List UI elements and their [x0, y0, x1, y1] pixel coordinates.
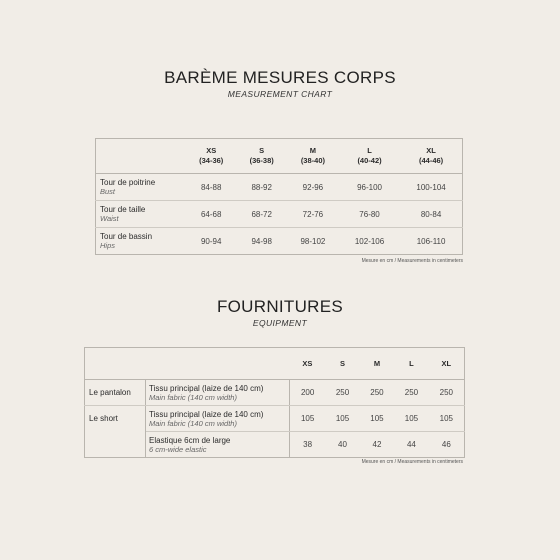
table-row-hips: [96, 228, 463, 255]
row-label: [96, 228, 187, 255]
label-fr: Tour de taille: [100, 205, 146, 214]
label-en: 6 cm-wide elastic: [149, 444, 207, 454]
cell-value: 96-100: [339, 174, 400, 201]
label-fr: Tour de poitrine: [100, 178, 156, 187]
garment-label: Le short: [85, 406, 146, 432]
size-name: S: [259, 146, 265, 155]
table-row-bust: [96, 174, 463, 201]
cell-value: 40: [338, 440, 347, 449]
size-header-s: [236, 139, 286, 174]
size-header-m: [287, 139, 339, 174]
cell-value: 200: [290, 380, 326, 406]
cell-value: 68-72: [236, 201, 286, 228]
size-name: L: [367, 146, 372, 155]
cell-value: 105: [429, 406, 465, 432]
cell-value: 250: [325, 380, 359, 406]
row-label: [96, 201, 187, 228]
size-range: (38-40): [300, 156, 325, 165]
cell-value: 46: [441, 440, 451, 449]
cell-value: 105: [290, 406, 326, 432]
equipment-subtitle: EQUIPMENT: [252, 318, 308, 328]
measurement-note: Mesure en cm / Measurements in centimeters: [361, 258, 463, 264]
item-label: [146, 432, 290, 458]
label-en: Hips: [100, 241, 116, 250]
cell-value: 98-102: [300, 236, 326, 246]
measurement-header-row: [96, 139, 463, 174]
label-fr: Tissu principal (laize de 140 cm): [149, 383, 264, 393]
size-header-l: L: [394, 348, 428, 380]
size-name: XL: [426, 146, 436, 155]
cell-value: 88-92: [236, 174, 286, 201]
equipment-header-empty: [146, 348, 290, 380]
cell-value: 42: [372, 440, 382, 449]
item-label: [146, 406, 290, 432]
cell-value: 105: [394, 406, 428, 432]
cell-value: 64-68: [186, 201, 236, 228]
cell-value: 105: [360, 406, 394, 432]
measurement-table: [95, 138, 463, 255]
row-label: [96, 174, 187, 201]
cell-value: 44: [406, 440, 416, 449]
label-fr: Tissu principal (laize de 140 cm): [149, 409, 264, 419]
size-header-xl: [400, 139, 462, 174]
label-en: Bust: [100, 187, 116, 196]
equipment-table: [84, 347, 465, 458]
measurement-title: BARÈME MESURES CORPS: [164, 68, 396, 87]
cell-value: 100-104: [400, 174, 462, 201]
size-range: (40-42): [357, 156, 382, 165]
equipment-header-empty: [85, 348, 146, 380]
label-en: Main fabric (140 cm width): [149, 392, 237, 402]
garment-label: Le pantalon: [85, 380, 146, 406]
equipment-title: FOURNITURES: [216, 297, 344, 316]
size-header-xs: XS: [290, 348, 326, 380]
size-header-m: M: [360, 348, 394, 380]
equipment-note: Mesure en cm / Measurements in centimeters: [361, 459, 463, 465]
cell-value: 76-80: [339, 201, 400, 228]
cell-value: 102-106: [354, 236, 385, 246]
label-fr: Tour de bassin: [100, 232, 153, 241]
label-fr: Elastique 6cm de large: [149, 435, 231, 445]
garment-label: [85, 432, 146, 458]
size-header-xs: [186, 139, 236, 174]
size-header-s: S: [325, 348, 359, 380]
size-name: M: [309, 146, 317, 155]
table-row-waist: [96, 201, 463, 228]
cell-value: 90-94: [200, 236, 222, 246]
measurement-header-empty: [96, 139, 187, 174]
size-range: (34-36): [199, 156, 224, 165]
cell-value: 92-96: [287, 174, 339, 201]
table-row-short-fabric: [85, 406, 465, 432]
size-name: XS: [206, 146, 217, 155]
cell-value: 250: [429, 380, 465, 406]
cell-value: 84-88: [186, 174, 236, 201]
table-row-pantalon: [85, 380, 465, 406]
measurement-subtitle: MEASUREMENT CHART: [227, 89, 333, 99]
cell-value: 250: [360, 380, 394, 406]
size-header-xl: XL: [429, 348, 465, 380]
cell-value: 106-110: [416, 236, 446, 246]
equipment-header-row: [85, 348, 465, 380]
size-range: (44-46): [418, 156, 444, 165]
cell-value: 72-76: [287, 201, 339, 228]
label-en: Main fabric (140 cm width): [149, 418, 237, 428]
table-row-short-elastic: [85, 432, 465, 458]
cell-value: 94-98: [251, 236, 272, 246]
cell-value: 250: [394, 380, 428, 406]
cell-value: 105: [325, 406, 359, 432]
label-en: Waist: [100, 214, 119, 223]
size-header-l: [339, 139, 400, 174]
item-label: [146, 380, 290, 406]
cell-value: 80-84: [400, 201, 462, 228]
cell-value: 38: [303, 440, 313, 449]
size-range: (36-38): [249, 156, 274, 165]
